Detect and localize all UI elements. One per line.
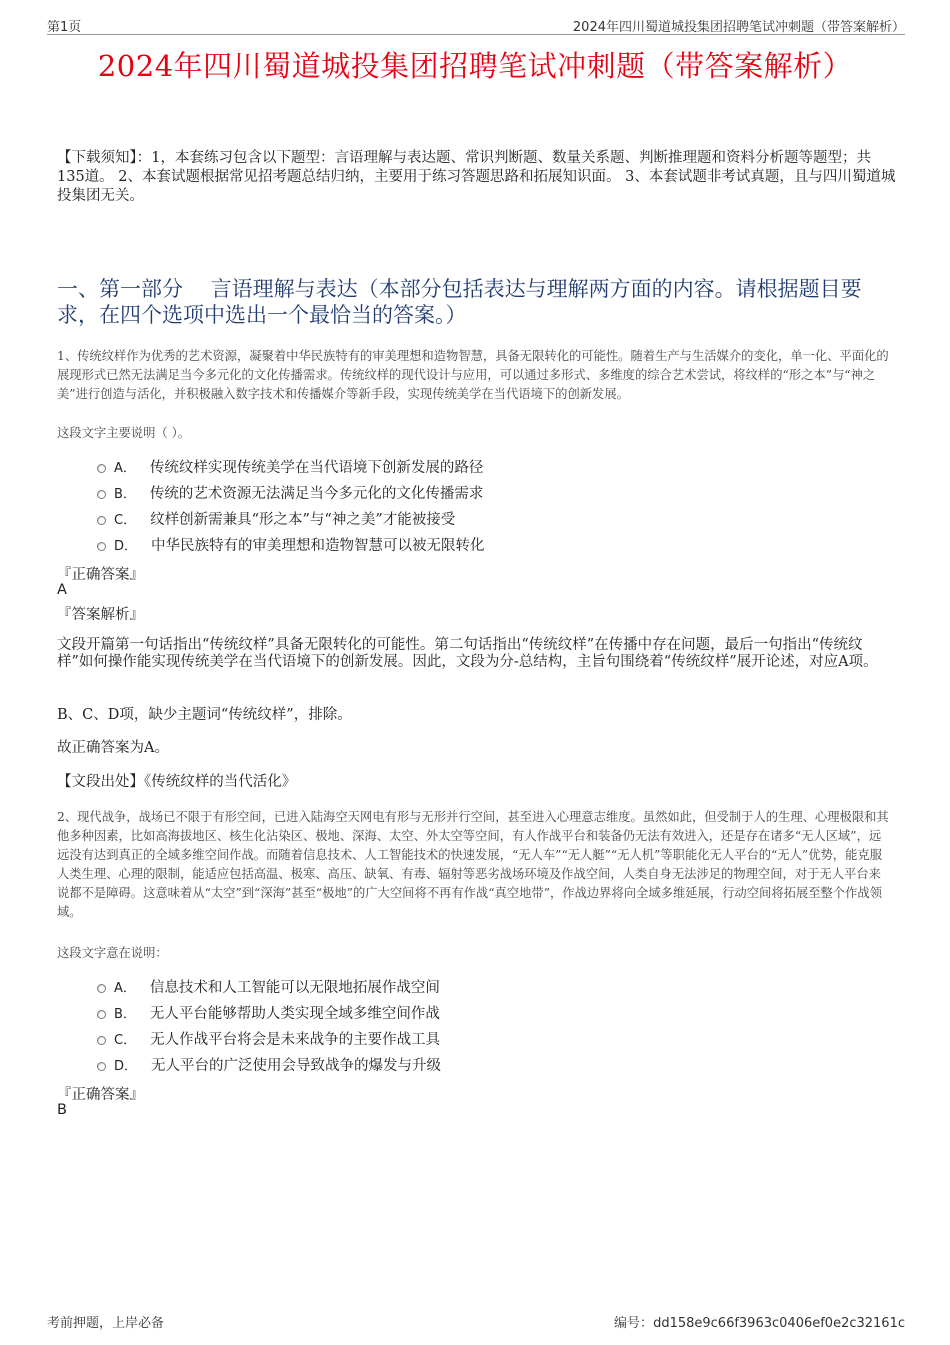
download-notice: 【下载须知】：1，本套练习包含以下题型：言语理解与表达题、常识判断题、数量关系题、判断推理题和资料分析题等题型；共135道。 2、本套试题根据常见招考题总结归纳，主要用于练习答题思路和拓展知识面。 3、本套试题非考试真题，且与四川蜀道城投集团无关。 <box>57 150 896 204</box>
option-text: 传统的艺术资源无法满足当今多元化的文化传播需求 <box>149 485 484 502</box>
radio-button[interactable] <box>97 464 106 473</box>
option-letter: A． <box>114 980 136 996</box>
footer-code <box>614 1312 905 1331</box>
question-1-answer: A <box>57 582 67 598</box>
option-letter: C． <box>114 1032 137 1048</box>
footer-code-value: dd158e9c66f3963c0406ef0e2c32161c <box>653 1316 905 1331</box>
option-letter: D． <box>114 538 138 554</box>
page-header <box>47 14 905 35</box>
option-text: 无人平台能够帮助人类实现全域多维空间作战 <box>149 1005 440 1022</box>
question-1-answer-label: 『正确答案』 <box>57 567 144 583</box>
question-1-passage: 1、传统纹样作为优秀的艺术资源，凝聚着中华民族特有的审美理想和造物智慧，具备无限转化的可能性。随着生产与生活媒介的变化，单一化、平面化的展现形式已然无法满足当今多元化的文化传播需求。传统纹样的现代设计与应用，可以通过多形式、多维度的综合艺术尝试，将纹样的“形之本”与“神之美”进行创造与活化，并积极融入数字技术和传播媒介等新手段，实现传统美学在当代语境下的创新发展。 <box>57 349 889 401</box>
question-2-option-c[interactable] <box>97 1025 441 1051</box>
radio-button[interactable] <box>97 1010 106 1019</box>
header-doc-title: 2024年四川蜀道城投集团招聘笔试冲刺题（带答案解析） <box>572 20 905 35</box>
question-1-analysis-conclusion: 故正确答案为A。 <box>57 740 169 756</box>
radio-button[interactable] <box>97 1036 106 1045</box>
question-1-analysis-elimination: B、C、D项，缺少主题词“传统纹样”，排除。 <box>57 707 352 723</box>
question-2-option-b[interactable] <box>97 999 441 1025</box>
option-letter: D． <box>114 1058 138 1074</box>
option-text: 信息技术和人工智能可以无限地拓展作战空间 <box>149 979 440 996</box>
page-number: 第1页 <box>47 20 82 35</box>
question-1-option-d[interactable] <box>97 531 485 557</box>
question-1-option-c[interactable] <box>97 505 485 531</box>
option-text: 传统纹样实现传统美学在当代语境下创新发展的路径 <box>149 459 484 476</box>
radio-button[interactable] <box>97 516 106 525</box>
radio-button[interactable] <box>97 984 106 993</box>
question-1-source: 【文段出处】《传统纹样的当代活化》 <box>57 774 297 790</box>
radio-button[interactable] <box>97 542 106 551</box>
option-letter: A． <box>114 460 136 476</box>
question-1-prompt: 这段文字主要说明（ ）。 <box>57 426 191 440</box>
question-2-option-d[interactable] <box>97 1051 441 1077</box>
option-text: 无人平台的广泛使用会导致战争的爆发与升级 <box>151 1057 442 1074</box>
question-1-analysis-label: 『答案解析』 <box>57 607 144 623</box>
question-2-options <box>97 973 441 1077</box>
option-letter: B． <box>114 1006 136 1022</box>
question-1-analysis-body: 文段开篇第一句话指出“传统纹样”具备无限转化的可能性。第二句话指出“传统纹样”在传播中存在问题，最后一句指出“传统纹样”如何操作能实现传统美学在当代语境下的创新发展。因此，文段为分-总结构，主旨句围绕着“传统纹样”展开论述，对应A项。 <box>57 637 878 670</box>
question-2-prompt: 这段文字意在说明： <box>57 946 168 960</box>
option-letter: C． <box>114 512 137 528</box>
document-title: 2024年四川蜀道城投集团招聘笔试冲刺题（带答案解析） <box>97 49 853 83</box>
option-text: 中华民族特有的审美理想和造物智慧可以被无限转化 <box>151 537 485 554</box>
radio-button[interactable] <box>97 490 106 499</box>
footer-code-label: 编号： <box>614 1316 654 1331</box>
option-text: 无人作战平台将会是未来战争的主要作战工具 <box>150 1031 441 1048</box>
question-2-option-a[interactable] <box>97 973 441 999</box>
question-2-answer: B <box>57 1102 67 1118</box>
question-1-option-a[interactable] <box>97 453 485 479</box>
section-heading: 一、第一部分 言语理解与表达（本部分包括表达与理解两方面的内容。请根据题目要求，在四个选项中选出一个最恰当的答案。） <box>57 277 862 327</box>
question-1-options <box>97 453 485 557</box>
option-text: 纹样创新需兼具“形之本”与“神之美”才能被接受 <box>150 511 456 528</box>
page-footer <box>47 1310 905 1330</box>
question-2-passage: 2、现代战争，战场已不限于有形空间，已进入陆海空天网电有形与无形并行空间，甚至进入心理意志维度。虽然如此，但受制于人的生理、心理极限和其他多种因素，比如高海拔地区、核生化沾染区、极地、深海、太空、外太空等空间，有人作战平台和装备仍无法有效进入，还是存在诸多“无人区域”，远远没有达到真正的全域多维空间作战。而随着信息技术、人工智能技术的快速发展，“无人车”“无人艇”“无人机”等职能化无人平台的“无人”优势，能克服人类生理、心理的限制，能适应包括高温、极寒、高压、缺氧、有毒、辐射等恶劣战场环境及作战空间，人类自身无法涉足的物理空间，对于无人平台来说都不是障碍。这意味着从“太空”到“深海”甚至“极地”的广大空间将不再有作战“真空地带”，作战边界将向全域多维延展，行动空间将拓展至整个作战领域。 <box>57 810 889 919</box>
question-2-answer-label: 『正确答案』 <box>57 1087 144 1103</box>
question-1-option-b[interactable] <box>97 479 485 505</box>
footer-slogan: 考前押题，上岸必备 <box>47 1316 165 1331</box>
option-letter: B． <box>114 486 136 502</box>
radio-button[interactable] <box>97 1062 106 1071</box>
